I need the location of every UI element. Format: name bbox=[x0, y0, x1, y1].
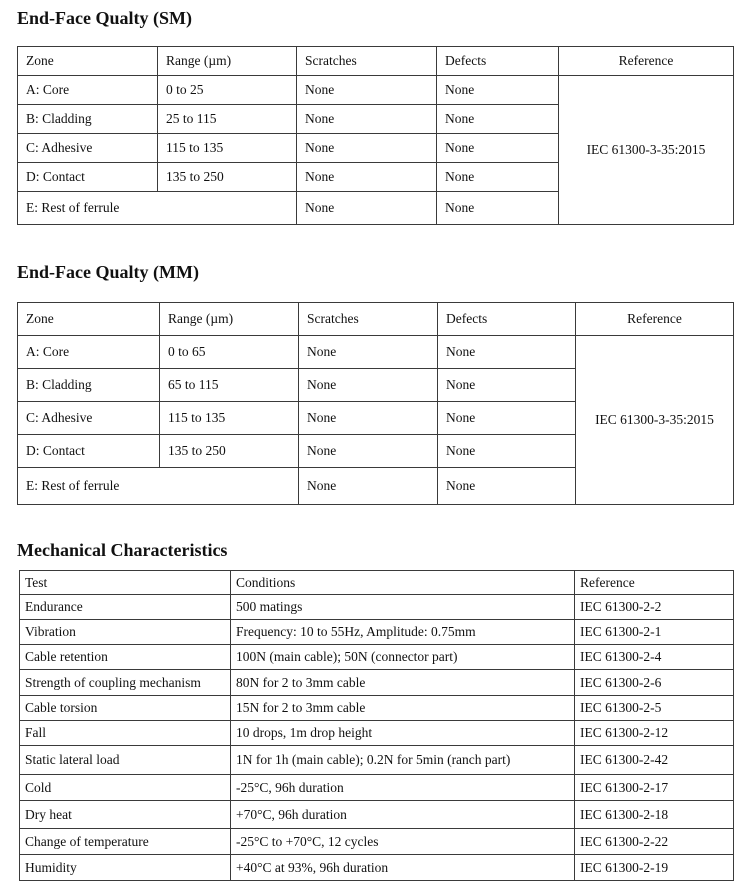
cell-scratches: None bbox=[297, 76, 437, 105]
cell-conditions: Frequency: 10 to 55Hz, Amplitude: 0.75mm bbox=[231, 620, 575, 645]
cell-zone: B: Cladding bbox=[18, 369, 160, 402]
cell-reference: IEC 61300-2-42 bbox=[575, 746, 734, 775]
header-reference: Reference bbox=[559, 47, 734, 76]
cell-range: 0 to 65 bbox=[160, 336, 299, 369]
cell-range: 25 to 115 bbox=[158, 105, 297, 134]
cell-test: Strength of coupling mechanism bbox=[20, 670, 231, 696]
cell-zone: A: Core bbox=[18, 336, 160, 369]
header-defects: Defects bbox=[437, 47, 559, 76]
cell-reference: IEC 61300-2-22 bbox=[575, 829, 734, 855]
cell-conditions: +70°C, 96h duration bbox=[231, 801, 575, 829]
cell-scratches: None bbox=[299, 468, 438, 505]
cell-scratches: None bbox=[297, 192, 437, 225]
cell-test: Humidity bbox=[20, 855, 231, 881]
cell-conditions: 15N for 2 to 3mm cable bbox=[231, 696, 575, 721]
cell-defects: None bbox=[437, 192, 559, 225]
header-reference: Reference bbox=[576, 303, 734, 336]
cell-conditions: -25°C to +70°C, 12 cycles bbox=[231, 829, 575, 855]
table-row bbox=[20, 595, 734, 620]
cell-reference: IEC 61300-2-6 bbox=[575, 670, 734, 696]
table-row bbox=[20, 801, 734, 829]
header-range: Range (µm) bbox=[160, 303, 299, 336]
cell-conditions: 500 matings bbox=[231, 595, 575, 620]
header-test: Test bbox=[20, 571, 231, 595]
cell-reference: IEC 61300-2-2 bbox=[575, 595, 734, 620]
cell-scratches: None bbox=[299, 336, 438, 369]
cell-range: 115 to 135 bbox=[160, 402, 299, 435]
cell-zone: E: Rest of ferrule bbox=[18, 192, 297, 225]
cell-conditions: 80N for 2 to 3mm cable bbox=[231, 670, 575, 696]
table-row bbox=[20, 746, 734, 775]
mech-section-title: Mechanical Characteristics bbox=[17, 540, 228, 560]
cell-defects: None bbox=[438, 336, 576, 369]
cell-defects: None bbox=[437, 163, 559, 192]
header-zone: Zone bbox=[18, 303, 160, 336]
cell-conditions: 1N for 1h (main cable); 0.2N for 5min (ranch part) bbox=[231, 746, 575, 775]
cell-test: Static lateral load bbox=[20, 746, 231, 775]
mechanical-table-body bbox=[20, 571, 734, 881]
cell-conditions: 100N (main cable); 50N (connector part) bbox=[231, 645, 575, 670]
sm-quality-table bbox=[17, 46, 734, 225]
table-row bbox=[20, 855, 734, 881]
table-row bbox=[18, 336, 734, 369]
cell-defects: None bbox=[437, 105, 559, 134]
cell-test: Cold bbox=[20, 775, 231, 801]
cell-range: 115 to 135 bbox=[158, 134, 297, 163]
table-row bbox=[20, 645, 734, 670]
cell-zone: B: Cladding bbox=[18, 105, 158, 134]
header-range: Range (µm) bbox=[158, 47, 297, 76]
cell-range: 0 to 25 bbox=[158, 76, 297, 105]
cell-zone: D: Contact bbox=[18, 435, 160, 468]
cell-scratches: None bbox=[297, 163, 437, 192]
cell-conditions: +40°C at 93%, 96h duration bbox=[231, 855, 575, 881]
cell-defects: None bbox=[438, 369, 576, 402]
cell-reference: IEC 61300-3-35:2015 bbox=[576, 336, 734, 505]
table-header-row bbox=[18, 47, 734, 76]
cell-scratches: None bbox=[299, 435, 438, 468]
cell-reference: IEC 61300-2-17 bbox=[575, 775, 734, 801]
mm-section-title: End-Face Qualty (MM) bbox=[17, 262, 199, 282]
table-row bbox=[20, 775, 734, 801]
cell-test: Fall bbox=[20, 721, 231, 746]
table-row bbox=[20, 721, 734, 746]
cell-defects: None bbox=[438, 402, 576, 435]
cell-zone: D: Contact bbox=[18, 163, 158, 192]
cell-defects: None bbox=[437, 134, 559, 163]
cell-defects: None bbox=[437, 76, 559, 105]
cell-range: 65 to 115 bbox=[160, 369, 299, 402]
cell-test: Cable torsion bbox=[20, 696, 231, 721]
cell-scratches: None bbox=[297, 134, 437, 163]
cell-scratches: None bbox=[299, 402, 438, 435]
cell-zone: A: Core bbox=[18, 76, 158, 105]
cell-reference: IEC 61300-2-5 bbox=[575, 696, 734, 721]
cell-zone: C: Adhesive bbox=[18, 402, 160, 435]
cell-reference: IEC 61300-2-12 bbox=[575, 721, 734, 746]
table-header-row bbox=[20, 571, 734, 595]
cell-defects: None bbox=[438, 435, 576, 468]
mm-quality-table bbox=[17, 302, 734, 505]
header-scratches: Scratches bbox=[299, 303, 438, 336]
table-header-row bbox=[18, 303, 734, 336]
cell-reference: IEC 61300-2-18 bbox=[575, 801, 734, 829]
cell-reference: IEC 61300-2-1 bbox=[575, 620, 734, 645]
cell-test: Cable retention bbox=[20, 645, 231, 670]
table-row bbox=[20, 829, 734, 855]
cell-zone: E: Rest of ferrule bbox=[18, 468, 299, 505]
cell-reference: IEC 61300-2-19 bbox=[575, 855, 734, 881]
cell-reference: IEC 61300-2-4 bbox=[575, 645, 734, 670]
table-row bbox=[20, 696, 734, 721]
cell-conditions: 10 drops, 1m drop height bbox=[231, 721, 575, 746]
cell-defects: None bbox=[438, 468, 576, 505]
table-row bbox=[18, 76, 734, 105]
header-reference: Reference bbox=[575, 571, 734, 595]
table-row bbox=[20, 620, 734, 645]
header-defects: Defects bbox=[438, 303, 576, 336]
cell-conditions: -25°C, 96h duration bbox=[231, 775, 575, 801]
mechanical-table bbox=[19, 570, 734, 881]
cell-reference: IEC 61300-3-35:2015 bbox=[559, 76, 734, 225]
cell-test: Endurance bbox=[20, 595, 231, 620]
cell-test: Vibration bbox=[20, 620, 231, 645]
cell-range: 135 to 250 bbox=[160, 435, 299, 468]
cell-scratches: None bbox=[299, 369, 438, 402]
cell-test: Dry heat bbox=[20, 801, 231, 829]
table-row bbox=[20, 670, 734, 696]
cell-zone: C: Adhesive bbox=[18, 134, 158, 163]
sm-section-title: End-Face Qualty (SM) bbox=[17, 8, 192, 28]
cell-test: Change of temperature bbox=[20, 829, 231, 855]
header-scratches: Scratches bbox=[297, 47, 437, 76]
header-zone: Zone bbox=[18, 47, 158, 76]
header-conditions: Conditions bbox=[231, 571, 575, 595]
cell-scratches: None bbox=[297, 105, 437, 134]
cell-range: 135 to 250 bbox=[158, 163, 297, 192]
